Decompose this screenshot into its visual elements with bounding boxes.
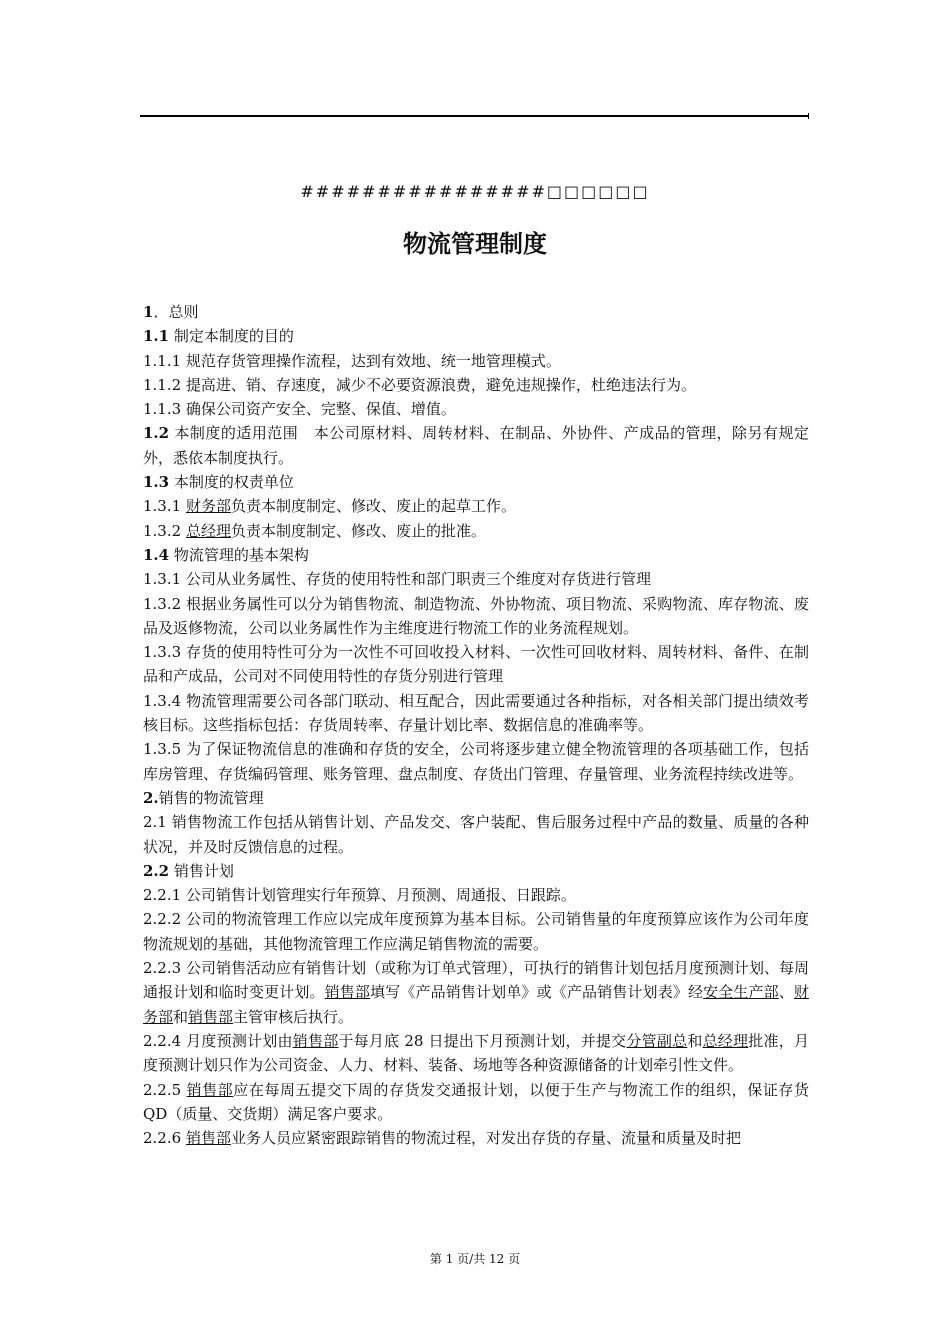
section-number: 1.4 xyxy=(143,545,170,564)
paragraph-text: 2.2.3 公司销售活动应有销售计划（或称为订单式管理），可执行的销售计划包括月度预测计划、每周通报计划和临时变更计划。 xyxy=(143,959,809,1002)
header-rule-tick xyxy=(808,113,809,119)
subsection-heading xyxy=(143,470,809,494)
paragraph-text: 业务人员应紧密跟踪销售的物流过程，对发出存货的存量、流量和质量及时把 xyxy=(230,1129,741,1148)
paragraph: 1.1.1 规范存货管理操作流程，达到有效地、统一地管理模式。 xyxy=(143,351,561,370)
paragraph: 1.3.5 为了保证物流信息的准确和存货的安全，公司将逐步建立健全物流管理的各项基础工作，包括库房管理、存货编码管理、账务管理、盘点制度、存货出门管理、存量管理、业务流程持续改进等。 xyxy=(143,740,809,783)
department-link: 销售部 xyxy=(188,1007,234,1026)
paragraph-text: 2.2.6 xyxy=(143,1129,186,1148)
paragraph: 2.2.2 公司的物流管理工作应以完成年度预算为基本目标。公司销售量的年度预算应该作为公司年度物流规划的基础，其他物流管理工作应满足销售物流的需要。 xyxy=(143,910,809,953)
department-link: 销售部 xyxy=(292,1031,339,1050)
paragraph-text: 和 xyxy=(687,1031,703,1050)
paragraph: 1.1.2 提高进、销、存速度，减少不必要资源浪费，避免违规操作，杜绝违法行为。 xyxy=(143,375,696,394)
paragraph-text: 1.3.2 xyxy=(143,521,186,540)
paragraph-text: 主管审核后执行。 xyxy=(233,1007,354,1026)
paragraph xyxy=(143,956,809,1029)
subsection-heading-text: 销售计划 xyxy=(169,861,234,880)
section-heading-text: 销售的物流管理 xyxy=(158,788,264,807)
paragraph: 1.1.3 确保公司资产安全、完整、保值、增值。 xyxy=(143,400,456,419)
paragraph: 2.2.1 公司销售计划管理实行年预算、月预测、周通报、日跟踪。 xyxy=(143,886,576,905)
paragraph: 2.1 销售物流工作包括从销售计划、产品发交、客户装配、售后服务过程中产品的数量、质量的各种状况，并及时反馈信息的过程。 xyxy=(143,813,809,856)
company-name: ################□□□□□□ xyxy=(300,182,650,201)
paragraph-text: 2.2.5 xyxy=(143,1080,187,1099)
subsection-heading xyxy=(143,543,809,567)
paragraph-text: 2.2.4 月度预测计划由 xyxy=(143,1031,293,1050)
subsection-heading xyxy=(143,859,809,883)
paragraph: 1.3.4 物流管理需要公司各部门联动、相互配合，因此需要通过各种指标，对各相关部门提出绩效考核目标。这些指标包括：存货周转率、存量计划比率、数据信息的准确率等。 xyxy=(143,691,809,735)
section-number: 1.2 xyxy=(143,424,170,443)
paragraph-text: 、 xyxy=(778,983,794,1002)
paragraph-text: 批准，月度预测计划只作为公司资金、人力、材料、装备、场地等各种资源储备的计划牵引性文件。 xyxy=(143,1031,809,1075)
department-link: 总经理 xyxy=(702,1031,749,1050)
department-link: 安全生产部 xyxy=(703,983,779,1002)
section-number: 1 xyxy=(143,303,154,321)
paragraph-text: 和 xyxy=(173,1007,189,1026)
paragraph-text: 应在每周五提交下周的存货发交通报计划，以便于生产与物流工作的组织，保证存货 QD（质量、交货期）满足客户要求。 xyxy=(143,1080,809,1123)
paragraph xyxy=(143,1126,809,1150)
paragraph xyxy=(143,1078,809,1127)
paragraph-text: 本制度的适用范围 本公司原材料、周转材料、在制品、外协件、产成品的管理，除另有规定外，悉依本制度执行。 xyxy=(143,424,809,467)
document-title: 物流管理制度 xyxy=(403,229,547,258)
department-link: 销售部 xyxy=(185,1129,231,1148)
paragraph-text: 填写《产品销售计划单》或《产品销售计划表》经 xyxy=(370,983,704,1002)
section-heading-text: ．总则 xyxy=(153,303,199,321)
department-link: 分管副总 xyxy=(626,1031,688,1050)
subsection-heading xyxy=(143,421,809,470)
department-link: 销售部 xyxy=(186,1080,234,1099)
paragraph: 1.3.3 存货的使用特性可分为一次性不可回收投入材料、一次性可回收材料、周转材料、备件、在制品和产成品，公司对不同使用特性的存货分别进行管理 xyxy=(143,643,809,686)
subsection-heading-text: 制定本制度的目的 xyxy=(169,327,294,346)
paragraph-text: 负责本制度制定、修改、废止的起草工作。 xyxy=(230,497,516,516)
section-heading xyxy=(143,300,809,324)
department-link: 总经理 xyxy=(185,521,231,540)
department-link: 财务部 xyxy=(185,497,231,516)
paragraph xyxy=(143,1029,809,1078)
header-rule xyxy=(140,115,809,117)
section-heading xyxy=(143,786,809,810)
paragraph-text: 于每月底 28 日提出下月预测计划，并提交 xyxy=(338,1031,627,1050)
paragraph xyxy=(143,519,809,543)
section-number: 2. xyxy=(143,788,159,807)
section-number: 1.1 xyxy=(143,327,170,346)
paragraph: 1.3.1 公司从业务属性、存货的使用特性和部门职责三个维度对存货进行管理 xyxy=(143,570,651,589)
department-link: 财务部 xyxy=(143,983,809,1026)
department-link: 销售部 xyxy=(324,983,371,1002)
paragraph xyxy=(143,494,809,518)
subsection-heading-text: 本制度的权责单位 xyxy=(169,473,294,492)
document-body xyxy=(143,300,809,1150)
subsection-heading xyxy=(143,324,809,348)
page-footer: 第 1 页/共 12 页 xyxy=(429,1252,521,1266)
paragraph: 1.3.2 根据业务属性可以分为销售物流、制造物流、外协物流、项目物流、采购物流、库存物流、废品及返修物流，公司以业务属性作为主维度进行物流工作的业务流程规划。 xyxy=(143,594,809,637)
section-number: 2.2 xyxy=(143,861,170,880)
subsection-heading-text: 物流管理的基本架构 xyxy=(169,545,309,564)
section-number: 1.3 xyxy=(143,473,170,492)
paragraph-text: 1.3.1 xyxy=(143,497,186,516)
paragraph-text: 负责本制度制定、修改、废止的批准。 xyxy=(230,521,486,540)
